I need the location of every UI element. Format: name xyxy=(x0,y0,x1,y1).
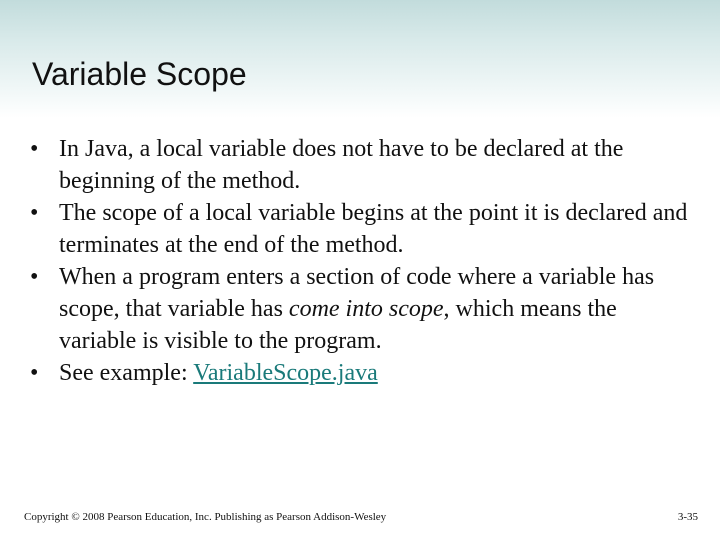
bullet-icon: • xyxy=(30,360,39,386)
bullet-emphasis: come into scope xyxy=(288,296,444,322)
bullet-text: In Java, a local variable does not have to be declared at the beginning of the method. xyxy=(59,136,624,194)
bullet-item xyxy=(30,357,700,389)
bullet-text: The scope of a local variable begins at the point it is declared and terminates at the end of the method. xyxy=(59,200,688,258)
bullet-text: See example: xyxy=(59,360,194,386)
bullet-item xyxy=(30,133,700,197)
bullet-item xyxy=(30,197,700,261)
bullet-list xyxy=(30,133,700,389)
slide-number: 3-35 xyxy=(677,511,698,523)
copyright-footer: Copyright © 2008 Pearson Education, Inc. Publishing as Pearson Addison-Wesley xyxy=(24,511,387,523)
bullet-icon: • xyxy=(30,200,39,226)
bullet-text: When a program enters a section of code where a variable has scope, that variable has xyxy=(59,264,655,322)
slide-title: Variable Scope xyxy=(32,56,247,92)
bullet-icon: • xyxy=(30,264,39,290)
example-file-link[interactable]: VariableScope.java xyxy=(193,360,378,386)
bullet-icon: • xyxy=(30,136,39,162)
bullet-text: , which means the variable is visible to the program. xyxy=(59,296,617,354)
bullet-item xyxy=(30,261,700,357)
